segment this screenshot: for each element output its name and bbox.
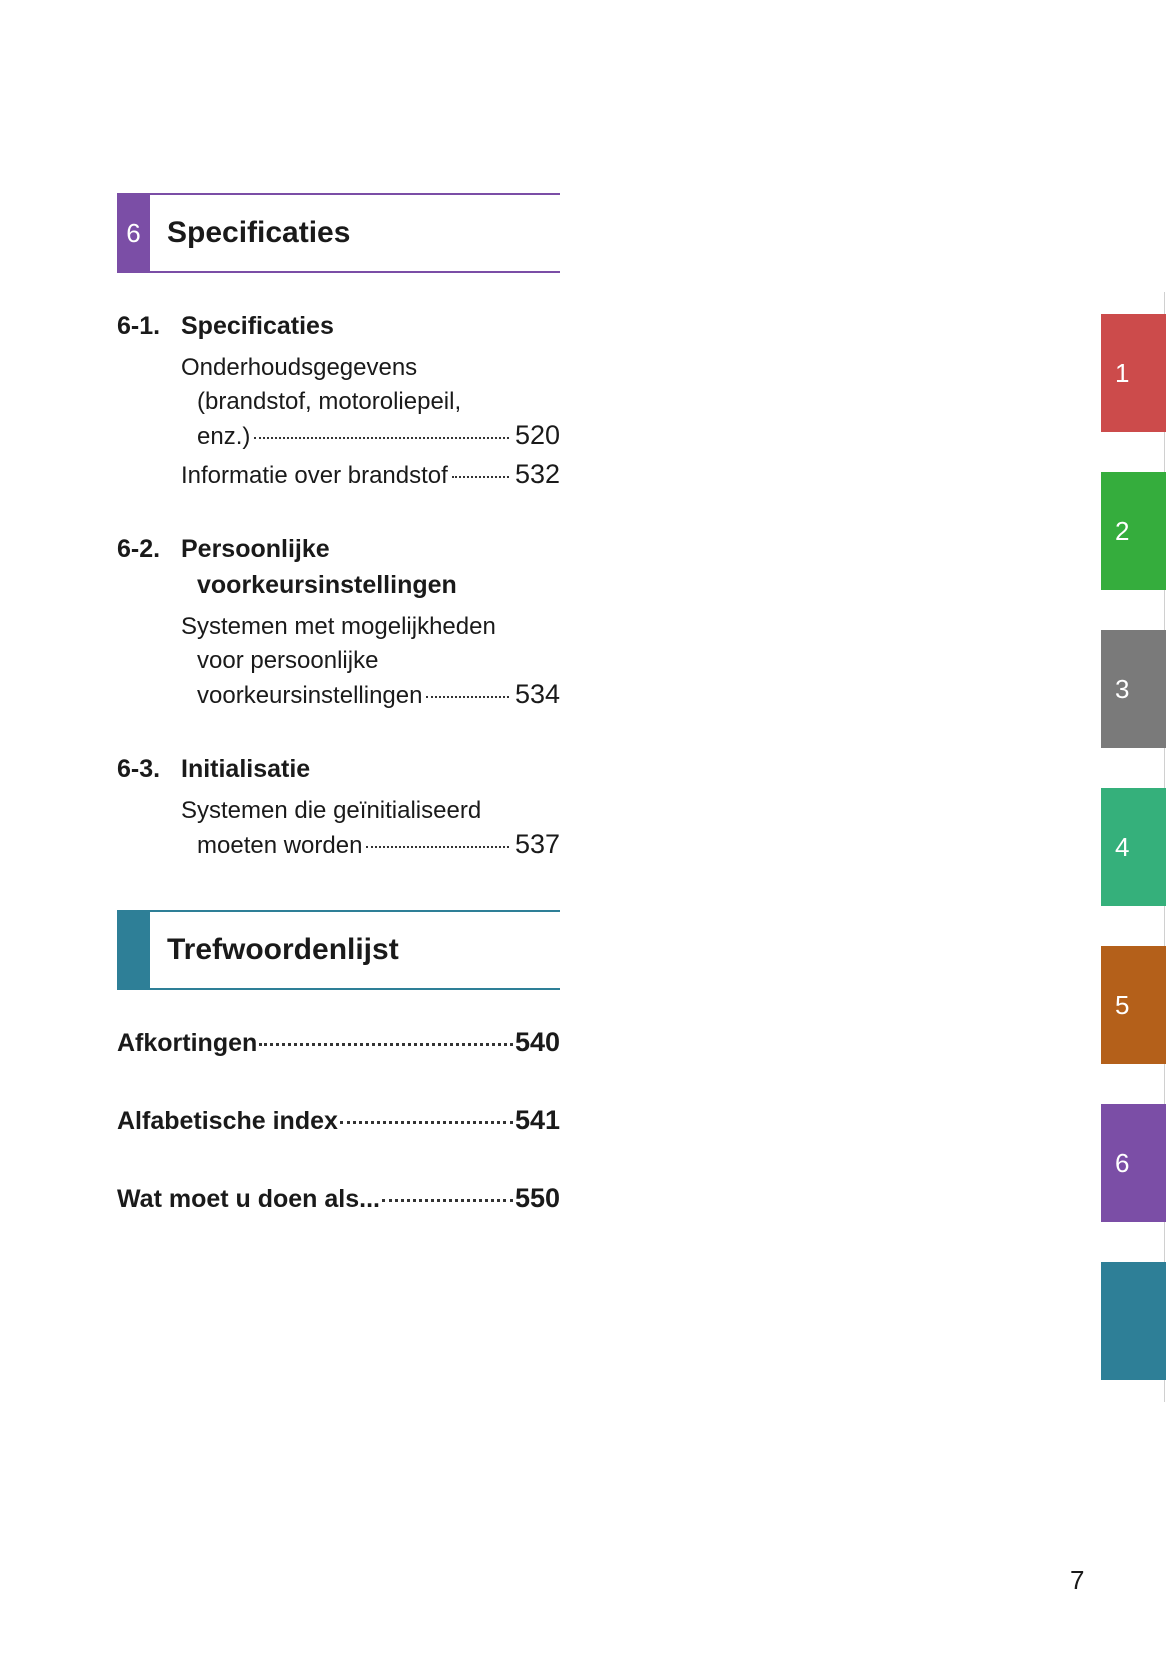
section-title-link[interactable]: Specificaties [181, 312, 334, 340]
index-entry-label: Alfabetische index [117, 1107, 338, 1135]
leader-dots [340, 1121, 513, 1124]
page-ref: 537 [514, 829, 560, 859]
page-ref: 532 [514, 459, 560, 489]
leader-dots [259, 1043, 513, 1046]
toc-entry-line[interactable]: Systemen die geïnitialiseerd [181, 797, 482, 824]
toc-entry-label: Informatie over brandstof [181, 462, 448, 489]
toc-entry-label: moeten worden [197, 832, 363, 859]
page-ref: 540 [514, 1027, 560, 1057]
chapter-title: Trefwoordenlijst [167, 933, 399, 966]
index-entry-label: Afkortingen [117, 1029, 258, 1057]
page-ref: 520 [514, 420, 560, 450]
leader-dots [254, 436, 509, 439]
toc-entry-line[interactable]: (brandstof, motoroliepeil, [197, 388, 462, 415]
section-number: 6-3. [117, 755, 161, 783]
section-title-link[interactable]: Initialisatie [181, 755, 311, 783]
section-title-line2: voorkeursinstellingen [197, 571, 457, 599]
toc-entry-line[interactable]: voor persoonlijke [197, 647, 379, 674]
leader-dots [366, 845, 509, 848]
toc-entry-line[interactable]: Systemen met mogelijkheden [181, 613, 496, 640]
chapter-tab-3[interactable]: 3 [1101, 630, 1166, 748]
chapter-tab-5[interactable]: 5 [1101, 946, 1166, 1064]
leader-dots [452, 475, 509, 478]
toc-entry[interactable] [197, 829, 560, 860]
toc-entry-label: enz.) [197, 423, 251, 450]
section-number: 6-2. [117, 535, 161, 563]
index-entry[interactable] [117, 1105, 560, 1136]
toc-entry[interactable] [197, 420, 560, 451]
page-number: 7 [1070, 1565, 1085, 1595]
toc-entry-label: voorkeursinstellingen [197, 682, 423, 709]
toc-entry[interactable] [197, 679, 560, 710]
section-header-specificaties [117, 193, 560, 273]
chapter-title: Specificaties [167, 216, 351, 249]
section-header-trefwoordenlijst [117, 910, 560, 990]
chapter-tab-6[interactable]: 6 [1101, 1104, 1166, 1222]
index-entry-label: Wat moet u doen als... [117, 1185, 380, 1213]
chapter-number-badge: 6 [117, 193, 150, 273]
chapter-tab-4[interactable]: 4 [1101, 788, 1166, 906]
index-entry[interactable] [117, 1027, 560, 1058]
chapter-tab-1[interactable]: 1 [1101, 314, 1166, 432]
toc-entry-line[interactable]: Onderhoudsgegevens [181, 354, 418, 381]
chapter-tab-2[interactable]: 2 [1101, 472, 1166, 590]
page-ref: 534 [514, 679, 560, 709]
section-number: 6-1. [117, 312, 161, 340]
page-ref: 550 [514, 1183, 560, 1213]
page-ref: 541 [514, 1105, 560, 1135]
index-entry[interactable] [117, 1183, 560, 1214]
section-title-link[interactable]: Persoonlijke [181, 535, 330, 563]
leader-dots [382, 1199, 513, 1202]
chapter-tab-index[interactable] [1101, 1262, 1166, 1380]
chapter-color-badge [117, 910, 150, 990]
leader-dots [426, 695, 508, 698]
toc-entry[interactable] [181, 459, 560, 490]
